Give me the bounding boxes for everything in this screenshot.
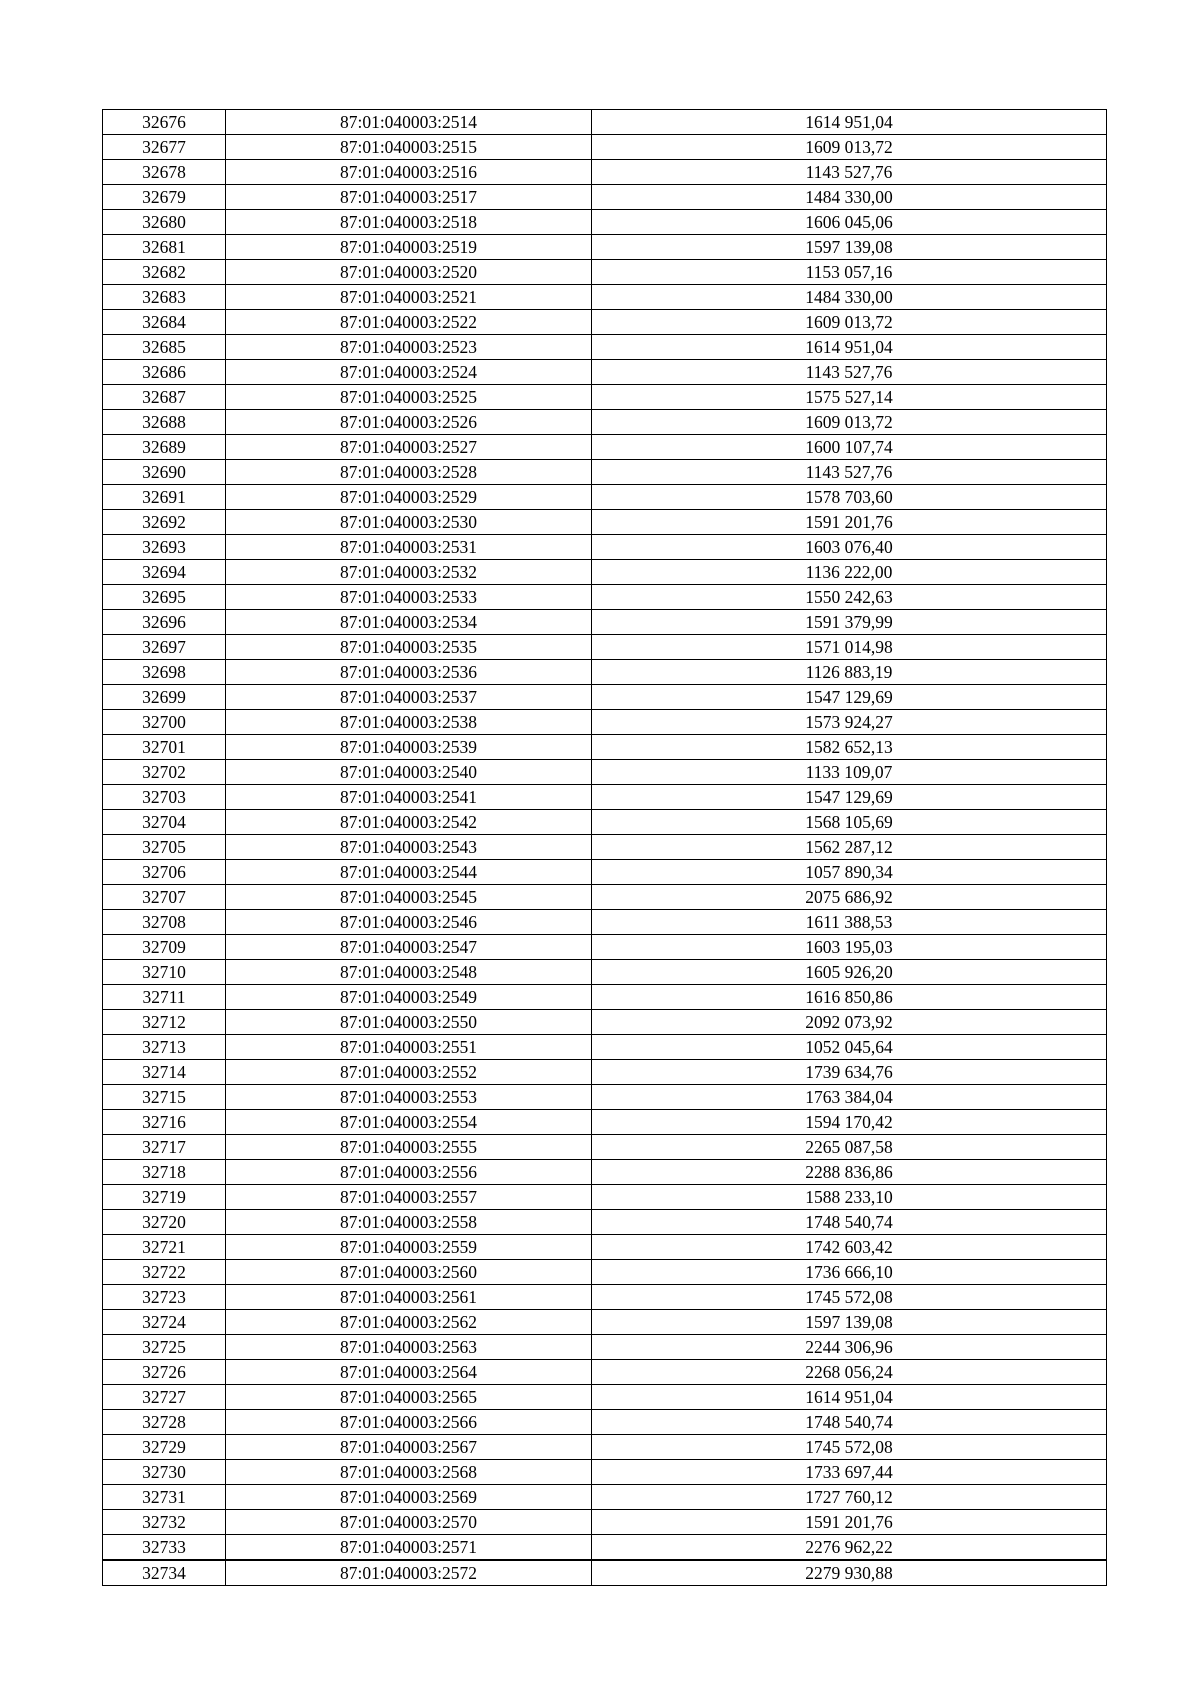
value-cell: 1748 540,74 <box>592 1210 1107 1235</box>
value-cell: 1578 703,60 <box>592 485 1107 510</box>
row-number-cell: 32690 <box>103 460 226 485</box>
cadastral-number-cell: 87:01:040003:2556 <box>226 1160 592 1185</box>
value-cell: 1609 013,72 <box>592 135 1107 160</box>
value-cell: 1597 139,08 <box>592 1310 1107 1335</box>
row-number-cell: 32696 <box>103 610 226 635</box>
table-row <box>103 1285 1107 1310</box>
cadastral-number-cell: 87:01:040003:2549 <box>226 985 592 1010</box>
value-cell: 1484 330,00 <box>592 185 1107 210</box>
row-number-cell: 32722 <box>103 1260 226 1285</box>
row-number-cell: 32732 <box>103 1510 226 1535</box>
row-number-cell: 32713 <box>103 1035 226 1060</box>
cadastral-number-cell: 87:01:040003:2548 <box>226 960 592 985</box>
table-row <box>103 1385 1107 1410</box>
row-number-cell: 32702 <box>103 760 226 785</box>
value-cell: 2092 073,92 <box>592 1010 1107 1035</box>
value-cell: 1052 045,64 <box>592 1035 1107 1060</box>
value-cell: 1614 951,04 <box>592 335 1107 360</box>
cadastral-number-cell: 87:01:040003:2526 <box>226 410 592 435</box>
cadastral-number-cell: 87:01:040003:2516 <box>226 160 592 185</box>
value-cell: 1573 924,27 <box>592 710 1107 735</box>
cadastral-number-cell: 87:01:040003:2519 <box>226 235 592 260</box>
value-cell: 1748 540,74 <box>592 1410 1107 1435</box>
cadastral-number-cell: 87:01:040003:2563 <box>226 1335 592 1360</box>
cadastral-number-cell: 87:01:040003:2528 <box>226 460 592 485</box>
table-row <box>103 910 1107 935</box>
table-row <box>103 610 1107 635</box>
row-number-cell: 32721 <box>103 1235 226 1260</box>
table-row <box>103 185 1107 210</box>
cadastral-number-cell: 87:01:040003:2567 <box>226 1435 592 1460</box>
value-cell: 2244 306,96 <box>592 1335 1107 1360</box>
row-number-cell: 32695 <box>103 585 226 610</box>
value-cell: 1547 129,69 <box>592 685 1107 710</box>
cadastral-number-cell: 87:01:040003:2532 <box>226 560 592 585</box>
row-number-cell: 32731 <box>103 1485 226 1510</box>
table-row <box>103 285 1107 310</box>
row-number-cell: 32687 <box>103 385 226 410</box>
row-number-cell: 32704 <box>103 810 226 835</box>
cadastral-number-cell: 87:01:040003:2515 <box>226 135 592 160</box>
table-row <box>103 560 1107 585</box>
table-row <box>103 1435 1107 1460</box>
row-number-cell: 32698 <box>103 660 226 685</box>
cadastral-number-cell: 87:01:040003:2557 <box>226 1185 592 1210</box>
value-cell: 1126 883,19 <box>592 660 1107 685</box>
cadastral-number-cell: 87:01:040003:2543 <box>226 835 592 860</box>
cadastral-number-cell: 87:01:040003:2572 <box>226 1560 592 1586</box>
cadastral-number-cell: 87:01:040003:2539 <box>226 735 592 760</box>
table-row <box>103 1535 1107 1561</box>
value-cell: 1742 603,42 <box>592 1235 1107 1260</box>
row-number-cell: 32734 <box>103 1560 226 1586</box>
table-row <box>103 1310 1107 1335</box>
value-cell: 1727 760,12 <box>592 1485 1107 1510</box>
table-row <box>103 1335 1107 1360</box>
row-number-cell: 32705 <box>103 835 226 860</box>
row-number-cell: 32680 <box>103 210 226 235</box>
table-row <box>103 1360 1107 1385</box>
row-number-cell: 32710 <box>103 960 226 985</box>
row-number-cell: 32711 <box>103 985 226 1010</box>
cadastral-number-cell: 87:01:040003:2559 <box>226 1235 592 1260</box>
row-number-cell: 32677 <box>103 135 226 160</box>
cadastral-number-cell: 87:01:040003:2523 <box>226 335 592 360</box>
cadastral-number-cell: 87:01:040003:2552 <box>226 1060 592 1085</box>
cadastral-number-cell: 87:01:040003:2570 <box>226 1510 592 1535</box>
table-row <box>103 1160 1107 1185</box>
cadastral-number-cell: 87:01:040003:2562 <box>226 1310 592 1335</box>
cadastral-number-cell: 87:01:040003:2524 <box>226 360 592 385</box>
cadastral-number-cell: 87:01:040003:2565 <box>226 1385 592 1410</box>
row-number-cell: 32707 <box>103 885 226 910</box>
value-cell: 1605 926,20 <box>592 960 1107 985</box>
table-row <box>103 535 1107 560</box>
table-row <box>103 210 1107 235</box>
value-cell: 1547 129,69 <box>592 785 1107 810</box>
table-row <box>103 1035 1107 1060</box>
value-cell: 1733 697,44 <box>592 1460 1107 1485</box>
value-cell: 1603 195,03 <box>592 935 1107 960</box>
row-number-cell: 32727 <box>103 1385 226 1410</box>
table-row <box>103 385 1107 410</box>
cadastral-number-cell: 87:01:040003:2564 <box>226 1360 592 1385</box>
table-row <box>103 810 1107 835</box>
table-row <box>103 1510 1107 1535</box>
row-number-cell: 32729 <box>103 1435 226 1460</box>
row-number-cell: 32700 <box>103 710 226 735</box>
table-row <box>103 235 1107 260</box>
cadastral-number-cell: 87:01:040003:2550 <box>226 1010 592 1035</box>
value-cell: 1582 652,13 <box>592 735 1107 760</box>
value-cell: 1736 666,10 <box>592 1260 1107 1285</box>
cadastral-number-cell: 87:01:040003:2527 <box>226 435 592 460</box>
table-row <box>103 1010 1107 1035</box>
table-row <box>103 1135 1107 1160</box>
cadastral-number-cell: 87:01:040003:2568 <box>226 1460 592 1485</box>
value-cell: 2279 930,88 <box>592 1560 1107 1586</box>
value-cell: 1763 384,04 <box>592 1085 1107 1110</box>
value-cell: 1745 572,08 <box>592 1435 1107 1460</box>
cadastral-number-cell: 87:01:040003:2520 <box>226 260 592 285</box>
value-cell: 1057 890,34 <box>592 860 1107 885</box>
table-row <box>103 685 1107 710</box>
value-cell: 1143 527,76 <box>592 460 1107 485</box>
row-number-cell: 32693 <box>103 535 226 560</box>
cadastral-number-cell: 87:01:040003:2534 <box>226 610 592 635</box>
row-number-cell: 32717 <box>103 1135 226 1160</box>
cadastral-number-cell: 87:01:040003:2554 <box>226 1110 592 1135</box>
value-cell: 1575 527,14 <box>592 385 1107 410</box>
cadastral-number-cell: 87:01:040003:2551 <box>226 1035 592 1060</box>
table-row <box>103 885 1107 910</box>
cadastral-number-cell: 87:01:040003:2545 <box>226 885 592 910</box>
table-row <box>103 785 1107 810</box>
cadastral-number-cell: 87:01:040003:2537 <box>226 685 592 710</box>
value-cell: 1616 850,86 <box>592 985 1107 1010</box>
table-row <box>103 860 1107 885</box>
table-row <box>103 135 1107 160</box>
value-cell: 1611 388,53 <box>592 910 1107 935</box>
row-number-cell: 32714 <box>103 1060 226 1085</box>
cadastral-number-cell: 87:01:040003:2560 <box>226 1260 592 1285</box>
row-number-cell: 32716 <box>103 1110 226 1135</box>
value-cell: 1606 045,06 <box>592 210 1107 235</box>
table-row <box>103 1560 1107 1586</box>
table-row <box>103 110 1107 135</box>
table-row <box>103 1460 1107 1485</box>
value-cell: 1143 527,76 <box>592 360 1107 385</box>
cadastral-number-cell: 87:01:040003:2530 <box>226 510 592 535</box>
value-cell: 1745 572,08 <box>592 1285 1107 1310</box>
row-number-cell: 32733 <box>103 1535 226 1561</box>
cadastral-number-cell: 87:01:040003:2541 <box>226 785 592 810</box>
row-number-cell: 32684 <box>103 310 226 335</box>
value-cell: 1550 242,63 <box>592 585 1107 610</box>
table-row <box>103 160 1107 185</box>
value-cell: 1153 057,16 <box>592 260 1107 285</box>
value-cell: 1591 379,99 <box>592 610 1107 635</box>
row-number-cell: 32678 <box>103 160 226 185</box>
cadastral-number-cell: 87:01:040003:2540 <box>226 760 592 785</box>
cadastral-number-cell: 87:01:040003:2571 <box>226 1535 592 1561</box>
row-number-cell: 32683 <box>103 285 226 310</box>
row-number-cell: 32725 <box>103 1335 226 1360</box>
cadastral-number-cell: 87:01:040003:2546 <box>226 910 592 935</box>
table-row <box>103 635 1107 660</box>
row-number-cell: 32715 <box>103 1085 226 1110</box>
table-row <box>103 710 1107 735</box>
value-cell: 1594 170,42 <box>592 1110 1107 1135</box>
cadastral-number-cell: 87:01:040003:2569 <box>226 1485 592 1510</box>
table-row <box>103 735 1107 760</box>
cadastral-number-cell: 87:01:040003:2544 <box>226 860 592 885</box>
table-row <box>103 835 1107 860</box>
value-cell: 1136 222,00 <box>592 560 1107 585</box>
table-row <box>103 1485 1107 1510</box>
row-number-cell: 32709 <box>103 935 226 960</box>
value-cell: 1571 014,98 <box>592 635 1107 660</box>
row-number-cell: 32697 <box>103 635 226 660</box>
row-number-cell: 32712 <box>103 1010 226 1035</box>
value-cell: 1591 201,76 <box>592 1510 1107 1535</box>
table-row <box>103 660 1107 685</box>
table-row <box>103 760 1107 785</box>
cadastral-number-cell: 87:01:040003:2542 <box>226 810 592 835</box>
table-row <box>103 1235 1107 1260</box>
table-row <box>103 1410 1107 1435</box>
value-cell: 1562 287,12 <box>592 835 1107 860</box>
cadastral-number-cell: 87:01:040003:2547 <box>226 935 592 960</box>
cadastral-number-cell: 87:01:040003:2553 <box>226 1085 592 1110</box>
table-row <box>103 985 1107 1010</box>
cadastral-number-cell: 87:01:040003:2521 <box>226 285 592 310</box>
row-number-cell: 32703 <box>103 785 226 810</box>
row-number-cell: 32679 <box>103 185 226 210</box>
table-row <box>103 485 1107 510</box>
value-cell: 1133 109,07 <box>592 760 1107 785</box>
row-number-cell: 32699 <box>103 685 226 710</box>
table-row <box>103 1110 1107 1135</box>
value-cell: 1143 527,76 <box>592 160 1107 185</box>
row-number-cell: 32724 <box>103 1310 226 1335</box>
value-cell: 2075 686,92 <box>592 885 1107 910</box>
value-cell: 1609 013,72 <box>592 410 1107 435</box>
value-cell: 1568 105,69 <box>592 810 1107 835</box>
row-number-cell: 32691 <box>103 485 226 510</box>
value-cell: 2265 087,58 <box>592 1135 1107 1160</box>
data-table <box>102 109 1107 1586</box>
row-number-cell: 32685 <box>103 335 226 360</box>
cadastral-number-cell: 87:01:040003:2514 <box>226 110 592 135</box>
cadastral-number-cell: 87:01:040003:2531 <box>226 535 592 560</box>
row-number-cell: 32718 <box>103 1160 226 1185</box>
table-row <box>103 1260 1107 1285</box>
cadastral-number-cell: 87:01:040003:2561 <box>226 1285 592 1310</box>
value-cell: 2268 056,24 <box>592 1360 1107 1385</box>
value-cell: 1603 076,40 <box>592 535 1107 560</box>
row-number-cell: 32686 <box>103 360 226 385</box>
value-cell: 1739 634,76 <box>592 1060 1107 1085</box>
data-table-body <box>103 110 1107 1586</box>
table-row <box>103 1085 1107 1110</box>
cadastral-number-cell: 87:01:040003:2525 <box>226 385 592 410</box>
row-number-cell: 32682 <box>103 260 226 285</box>
table-row <box>103 260 1107 285</box>
cadastral-number-cell: 87:01:040003:2517 <box>226 185 592 210</box>
row-number-cell: 32728 <box>103 1410 226 1435</box>
cadastral-number-cell: 87:01:040003:2522 <box>226 310 592 335</box>
row-number-cell: 32688 <box>103 410 226 435</box>
cadastral-number-cell: 87:01:040003:2558 <box>226 1210 592 1235</box>
table-row <box>103 1060 1107 1085</box>
table-row <box>103 335 1107 360</box>
row-number-cell: 32726 <box>103 1360 226 1385</box>
cadastral-number-cell: 87:01:040003:2518 <box>226 210 592 235</box>
cadastral-number-cell: 87:01:040003:2535 <box>226 635 592 660</box>
row-number-cell: 32720 <box>103 1210 226 1235</box>
cadastral-number-cell: 87:01:040003:2555 <box>226 1135 592 1160</box>
value-cell: 1614 951,04 <box>592 110 1107 135</box>
table-row <box>103 935 1107 960</box>
table-row <box>103 360 1107 385</box>
value-cell: 1609 013,72 <box>592 310 1107 335</box>
table-row <box>103 1185 1107 1210</box>
cadastral-number-cell: 87:01:040003:2538 <box>226 710 592 735</box>
value-cell: 1591 201,76 <box>592 510 1107 535</box>
table-row <box>103 310 1107 335</box>
value-cell: 2276 962,22 <box>592 1535 1107 1561</box>
row-number-cell: 32701 <box>103 735 226 760</box>
row-number-cell: 32719 <box>103 1185 226 1210</box>
row-number-cell: 32708 <box>103 910 226 935</box>
row-number-cell: 32692 <box>103 510 226 535</box>
cadastral-number-cell: 87:01:040003:2566 <box>226 1410 592 1435</box>
row-number-cell: 32694 <box>103 560 226 585</box>
table-row <box>103 960 1107 985</box>
row-number-cell: 32681 <box>103 235 226 260</box>
value-cell: 1597 139,08 <box>592 235 1107 260</box>
row-number-cell: 32689 <box>103 435 226 460</box>
table-row <box>103 510 1107 535</box>
cadastral-number-cell: 87:01:040003:2529 <box>226 485 592 510</box>
table-row <box>103 460 1107 485</box>
value-cell: 1484 330,00 <box>592 285 1107 310</box>
table-row <box>103 410 1107 435</box>
value-cell: 2288 836,86 <box>592 1160 1107 1185</box>
cadastral-number-cell: 87:01:040003:2536 <box>226 660 592 685</box>
row-number-cell: 32706 <box>103 860 226 885</box>
row-number-cell: 32723 <box>103 1285 226 1310</box>
table-row <box>103 585 1107 610</box>
table-row <box>103 1210 1107 1235</box>
value-cell: 1614 951,04 <box>592 1385 1107 1410</box>
table-row <box>103 435 1107 460</box>
value-cell: 1600 107,74 <box>592 435 1107 460</box>
row-number-cell: 32730 <box>103 1460 226 1485</box>
cadastral-number-cell: 87:01:040003:2533 <box>226 585 592 610</box>
value-cell: 1588 233,10 <box>592 1185 1107 1210</box>
row-number-cell: 32676 <box>103 110 226 135</box>
